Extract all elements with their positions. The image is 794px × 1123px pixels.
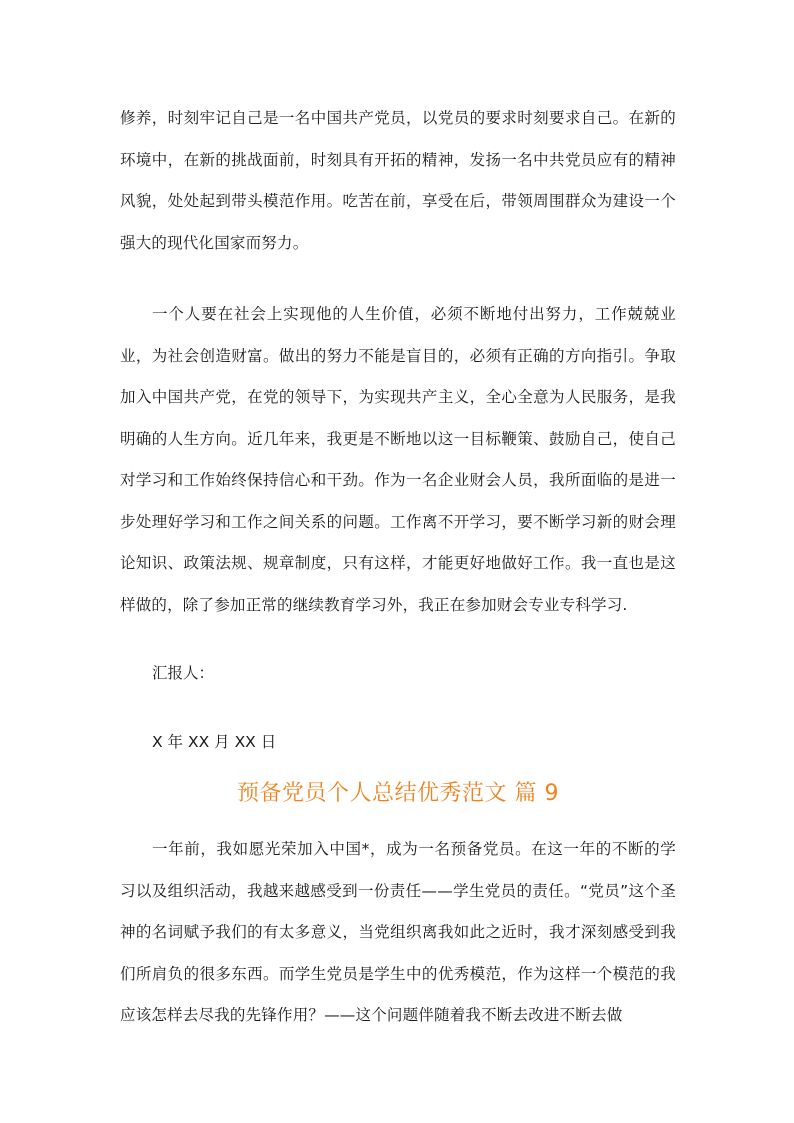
section-title: 预备党员个人总结优秀范文 篇 9: [237, 781, 559, 806]
date-line: X 年 XX 月 XX 日: [152, 732, 277, 751]
reporter-label: 汇报人：: [152, 664, 215, 682]
paragraph-year-review: 一年前，我如愿光荣加入中国*，成为一名预备党员。在这一年的不断的学习以及组织活动，我越来越感受到一份责任——学生党员的责任。“党员”这个圣神的名词赋予我们的有太多意义，当党组织离我如此之近时，我才深刻感受到我们所肩负的很多东西。而学生党员是学生中的优秀模范，作为这样一个模范的我应该怎样去尽我的先锋作用？——这个问题伴随着我不断去改进不断去做: [120, 840, 676, 1024]
document-page: [120, 98, 676, 1037]
paragraph-spacer: [120, 626, 676, 653]
paragraph-life-value: 一个人要在社会上实现他的人生价值，必须不断地付出努力，工作兢兢业业，为社会创造财富。做出的努力不能是盲目的，必须有正确的方向指引。争取加入中国共产党，在党的领导下，为实现共产主义，全心全意为人民服务，是我明确的人生方向。近几年来，我更是不断地以这一目标鞭策、鼓励自己，使自己对学习和工作始终保持信心和干劲。作为一名企业财会人员，我所面临的是进一步处理好学习和工作之间关系的问题。工作离不开学习，要不断学习新的财会理论知识、政策法规、规章制度，只有这样，才能更好地做好工作。我一直也是这样做的，除了参加正常的继续教育学习外，我正在参加财会专业专科学习.: [120, 305, 676, 614]
paragraph-spacer: [120, 264, 676, 294]
paragraph-continuation: 修养，时刻牢记自己是一名中国共产党员，以党员的要求时刻要求自己。在新的环境中，在新的挑战面前，时刻具有开拓的精神，发扬一名中共党员应有的精神风貌，处处起到带头模范作用。吃苦在前，享受在后，带领周围群众为建设一个强大的现代化国家而努力。: [120, 109, 676, 252]
paragraph-spacer: [120, 695, 676, 722]
